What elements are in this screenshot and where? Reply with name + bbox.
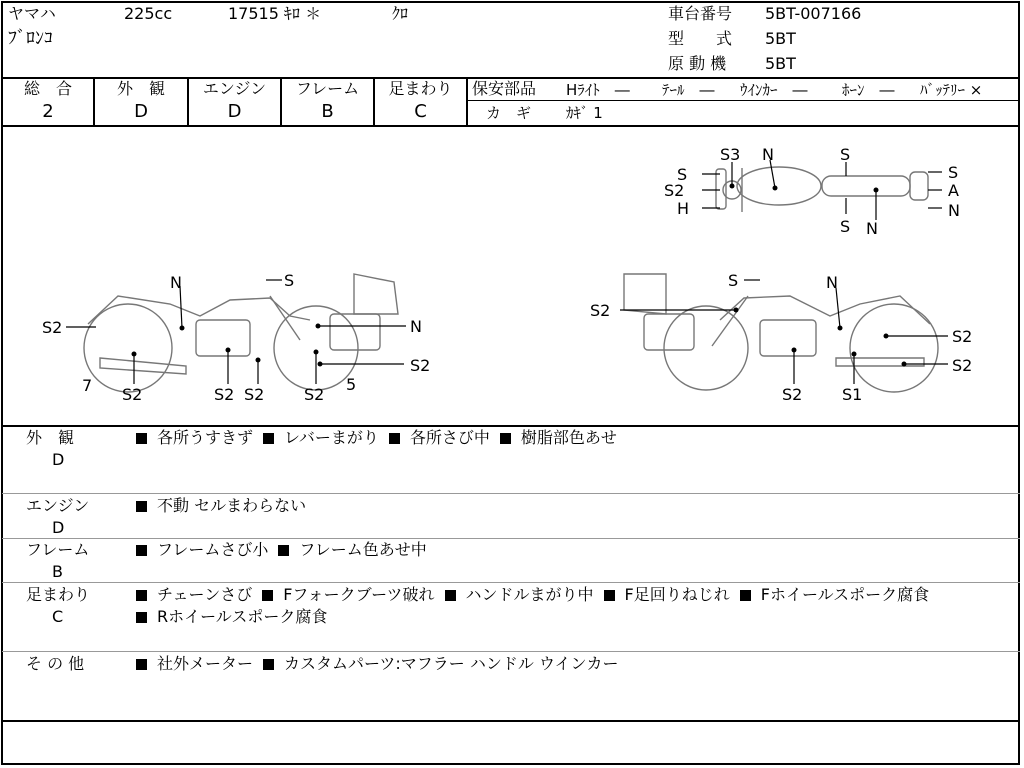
safety-item-winker: ｳｲﾝｶｰ ― [740,81,808,99]
label-s2: S2 [214,385,235,404]
remark-label: フレーム [26,540,90,559]
remark-line [136,496,316,516]
model-name: ﾌﾞﾛﾝｺ [8,28,53,49]
remark-item: Fホイールスポーク腐食 [760,585,930,604]
score-frame-value: B [321,101,334,122]
bullet-square-icon [500,433,511,444]
remark-item: 各所うすきず [157,428,254,447]
bike-outline [712,296,748,346]
remark-line [136,585,939,605]
remark-item: Rホイールスポーク腐食 [157,607,328,626]
annotations-right [590,271,972,404]
label-s: S [840,217,851,236]
safety-item-headlight: Hﾗｲﾄ ― [566,81,630,99]
score-total-value: 2 [42,101,54,122]
label-s2: S2 [122,385,143,404]
damage-diagram [0,126,1020,426]
label-5: 5 [346,375,357,394]
remark-item: 不動 セルまわらない [157,496,307,515]
bullet-square-icon [445,590,456,601]
remark-item: カスタムパーツ:マフラー ハンドル ウインカー [284,654,619,673]
safety-item-tail: ﾃｰﾙ ― [662,81,715,99]
remark-grade: B [52,562,63,581]
score-suspension-label: 足まわり [388,79,453,98]
bike-outline [760,320,816,356]
label-s2: S2 [42,318,63,337]
label-s2: S2 [952,356,973,375]
engine-label: 原 動 機 [668,54,727,73]
color: ｸﾛ [392,4,409,23]
mileage: 17515 ｷﾛ ＊ [228,4,322,23]
bullet-square-icon [263,433,274,444]
displacement: 225cc [124,4,173,23]
bullet-square-icon [278,545,289,556]
bike-right-view [624,274,938,392]
rule [280,77,282,125]
bullet-square-icon [740,590,751,601]
rule [2,720,1020,722]
rule [2,651,1020,652]
label-s2: S2 [952,327,973,346]
score-exterior-label: 外 観 [116,79,165,98]
label-n: N [762,145,774,164]
rule [93,77,95,125]
bullet-square-icon [604,590,615,601]
score-exterior-value: D [134,101,148,122]
bullet-square-icon [136,501,147,512]
remark-item: レバーまがり [284,428,379,447]
bike-outline [196,320,250,356]
safety-label: 保安部品 [472,79,537,98]
remark-line [136,540,437,560]
label-s1: S1 [842,385,863,404]
label-a: A [948,181,959,200]
bike-outline [644,314,694,350]
score-frame-label: フレーム [295,79,360,98]
safety-item-battery: ﾊﾞｯﾃﾘｰ × [920,81,983,99]
remark-item: 社外メーター [157,654,254,673]
score-total-label: 総 合 [23,79,72,98]
label-7: 7 [82,376,93,395]
label-n: N [410,317,422,336]
bike-outline [910,172,928,200]
label-s2: S2 [304,385,325,404]
rule [2,582,1020,583]
remark-grade: D [52,518,65,537]
remark-item: ハンドルまがり中 [465,585,594,604]
label-s: S [948,163,959,182]
remark-item: フレームさび小 [157,540,269,559]
type-label: 型 式 [668,29,733,48]
label-s: S [728,271,739,290]
score-engine-value: D [227,101,242,122]
bike-outline [720,296,930,324]
label-n: N [826,273,838,292]
bike-outline [354,274,398,314]
remark-item: F足回りねじれ [624,585,730,604]
remark-grade: D [52,450,65,469]
bike-top-view [716,167,928,212]
remark-label: そ の 他 [26,654,85,673]
remark-item: 樹脂部色あせ [520,428,617,447]
remark-grade: C [52,607,64,626]
bike-outline [100,358,186,374]
label-s: S [284,271,295,290]
label-s3: S3 [720,145,741,164]
safety-item-horn: ﾎｰﾝ ― [842,81,895,99]
bike-outline [836,358,924,366]
rule [373,77,375,125]
label-h: H [677,199,690,218]
rule [187,77,189,125]
bike-outline [84,304,172,392]
bullet-square-icon [136,612,147,623]
key-label: カ ギ [486,104,532,122]
bullet-square-icon [136,433,147,444]
label-s2: S2 [590,301,611,320]
label-s: S [677,165,688,184]
annotations-left [42,271,430,404]
remark-label: エンジン [26,496,90,515]
bike-outline [270,296,300,340]
label-s2: S2 [664,181,685,200]
bullet-square-icon [136,590,147,601]
bullet-square-icon [136,659,147,670]
bullet-square-icon [136,545,147,556]
engine-value: 5BT [765,54,796,73]
label-s2: S2 [244,385,265,404]
label-s2: S2 [410,356,431,375]
type-value: 5BT [765,29,796,48]
bullet-square-icon [262,590,273,601]
rule [2,538,1020,539]
annotations-top [664,145,960,238]
rule [466,77,468,125]
rule [2,425,1020,427]
label-n: N [948,201,960,220]
remark-item: Fフォークブーツ破れ [283,585,435,604]
frame-number-label: 車台番号 [668,4,733,23]
label-s: S [840,145,851,164]
key-value: ｶｷﾞ 1 [566,104,603,122]
label-n: N [866,219,878,238]
remark-item: チェーンさび [157,585,253,604]
bullet-square-icon [263,659,274,670]
label-s2: S2 [782,385,803,404]
label-n: N [170,273,182,292]
bike-outline [716,169,726,209]
bike-outline [850,304,938,392]
bullet-square-icon [389,433,400,444]
bike-outline [664,306,748,390]
score-engine-label: エンジン [202,79,267,98]
bike-outline [624,274,666,314]
remark-line [136,607,337,627]
remark-item: フレーム色あせ中 [299,540,427,559]
frame-number: 5BT-007166 [765,4,862,23]
remark-label: 足まわり [26,585,91,604]
remark-line [136,654,628,674]
rule [2,493,1020,494]
remark-label: 外 観 [26,428,75,447]
bike-outline [822,176,910,196]
maker: ヤマハ [8,4,56,23]
remark-line [136,428,627,448]
bike-outline [737,167,821,205]
score-suspension-value: C [414,101,427,122]
rule [468,100,1020,101]
remark-item: 各所さび中 [409,428,490,447]
